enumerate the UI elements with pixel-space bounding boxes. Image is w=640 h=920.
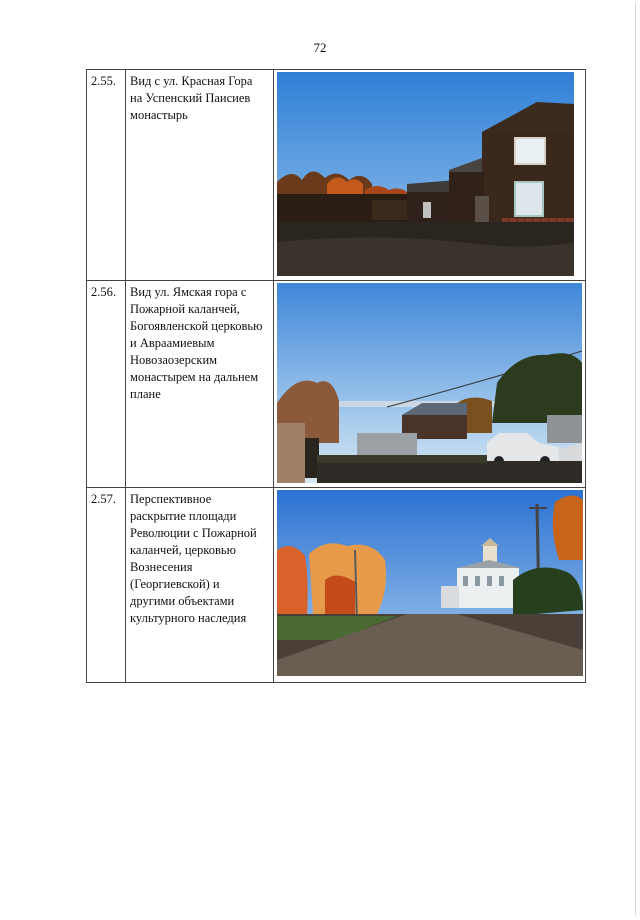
description-line: Революции с Пожарной bbox=[130, 526, 257, 540]
row-number: 2.57. bbox=[87, 488, 126, 683]
row-description bbox=[126, 488, 274, 683]
table-row bbox=[87, 281, 586, 488]
description-line: раскрытие площади bbox=[130, 509, 237, 523]
description-line: Пожарной каланчей, bbox=[130, 302, 240, 316]
description-line: каланчей, церковью bbox=[130, 543, 236, 557]
table-row bbox=[87, 488, 586, 683]
photo-monastery-view bbox=[277, 72, 574, 276]
description-line: Вид с ул. Красная Гора bbox=[130, 74, 253, 88]
photo-street-view bbox=[277, 283, 582, 483]
row-description bbox=[126, 281, 274, 488]
photo-cell bbox=[273, 488, 585, 683]
table-row bbox=[87, 70, 586, 281]
page-number: 72 bbox=[313, 40, 327, 55]
description-line: Вид ул. Ямская гора с bbox=[130, 285, 247, 299]
description-line: и Авраамиевым bbox=[130, 336, 215, 350]
photo-cell bbox=[273, 70, 585, 281]
description-line: Новозаозерским bbox=[130, 353, 218, 367]
description-line: плане bbox=[130, 387, 161, 401]
description-line: на Успенский Паисиев bbox=[130, 91, 251, 105]
description-line: Перспективное bbox=[130, 492, 212, 506]
description-line: монастырь bbox=[130, 108, 188, 122]
description-line: Богоявленской церковью bbox=[130, 319, 263, 333]
photo-table bbox=[86, 69, 586, 683]
row-description bbox=[126, 70, 274, 281]
description-line: (Георгиевской) и bbox=[130, 577, 220, 591]
description-line: Вознесения bbox=[130, 560, 193, 574]
photo-square-view bbox=[277, 490, 583, 676]
description-line: другими объектами bbox=[130, 594, 235, 608]
row-number: 2.55. bbox=[87, 70, 126, 281]
description-line: культурного наследия bbox=[130, 611, 247, 625]
photo-cell bbox=[273, 281, 585, 488]
row-number: 2.56. bbox=[87, 281, 126, 488]
description-line: монастырем на дальнем bbox=[130, 370, 259, 384]
